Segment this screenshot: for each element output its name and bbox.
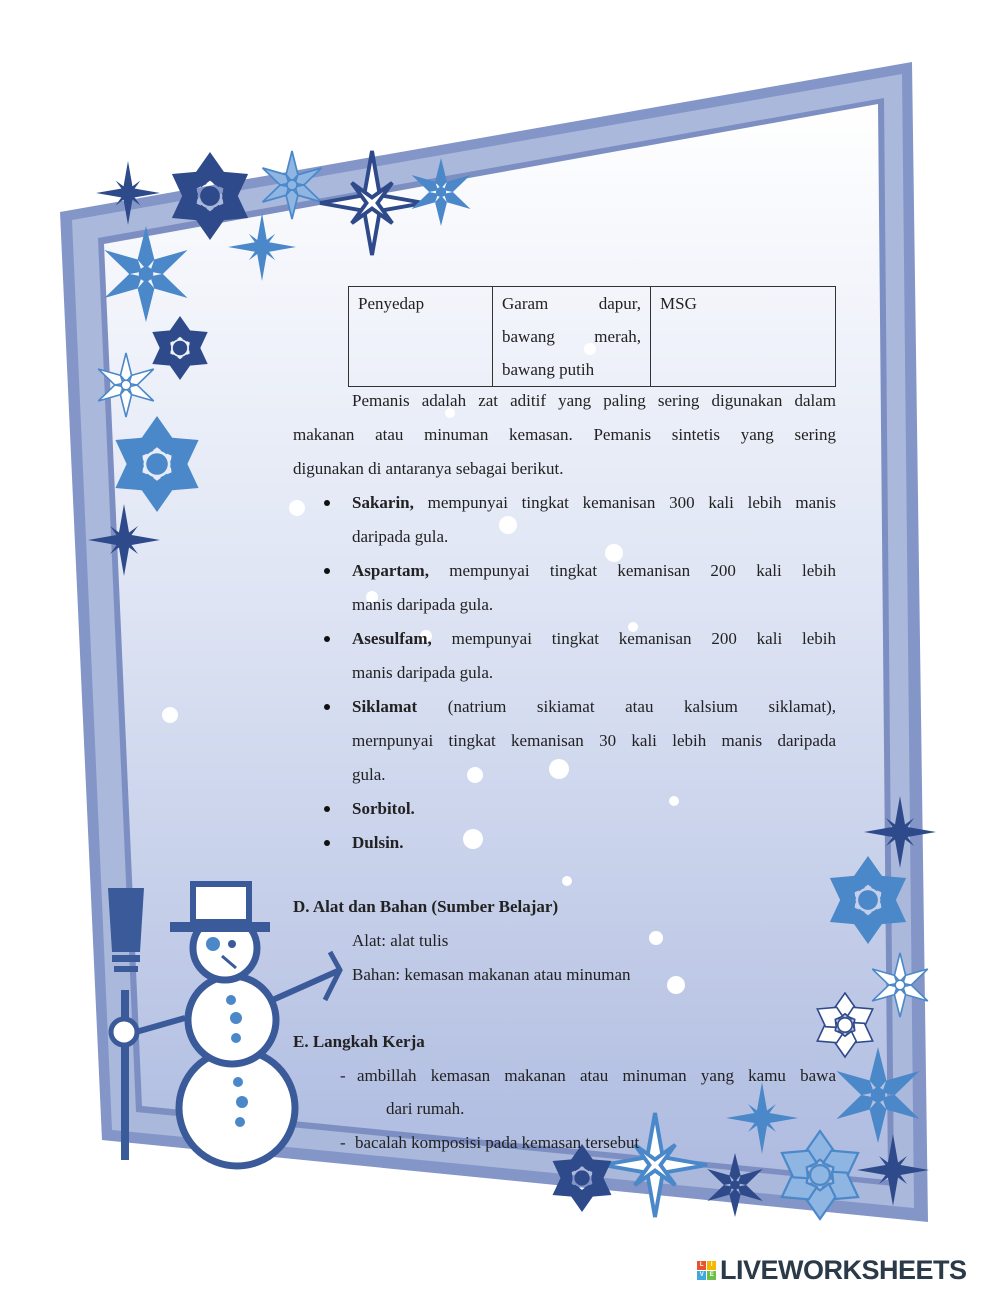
step-dash: -: [340, 1133, 346, 1152]
sweetener-name: Sorbitol.: [352, 799, 415, 818]
list-item: [293, 826, 836, 860]
sweetener-name: Asesulfam,: [352, 629, 432, 648]
list-item: [293, 792, 836, 826]
table-cell-category: Penyedap: [349, 287, 493, 387]
natural-line: bawang putih: [502, 360, 595, 379]
natural-line: Garam dapur,: [502, 294, 641, 313]
sweetener-desc: (natrium sikiamat atau kalsium siklamat),: [447, 697, 837, 716]
section-e-title: E. Langkah Kerja: [293, 1032, 425, 1051]
logo-mark-letter: I: [707, 1261, 716, 1270]
sweetener-name: Siklamat: [352, 697, 418, 716]
sweetener-desc: mempunyai tingkat kemanisan 300 kali lebih manis: [427, 493, 837, 512]
bullet-dot: [324, 840, 330, 846]
logo-mark-letter: L: [697, 1261, 706, 1270]
list-item: [293, 690, 836, 792]
alat-text: Alat: alat tulis: [352, 931, 449, 950]
sweetener-desc: manis daripada gula.: [352, 595, 494, 614]
sweetener-desc: mernpunyai tingkat kemanisan 30 kali lebih manis daripada: [352, 731, 836, 750]
intro-line: digunakan di antaranya sebagai berikut.: [293, 459, 564, 478]
step-1-line-1: ambillah kemasan makanan atau minuman yang kamu bawa: [357, 1066, 836, 1085]
liveworksheets-logo[interactable]: [697, 1252, 967, 1288]
step-dash: -: [340, 1066, 346, 1085]
logo-mark-letter: E: [707, 1271, 716, 1280]
sweetener-desc: mempunyai tingkat kemanisan 200 kali lebih: [451, 629, 836, 648]
list-item: [293, 554, 836, 622]
sweetener-name: Dulsin.: [352, 833, 404, 852]
sweetener-list: [293, 486, 836, 860]
additive-table: [348, 286, 836, 387]
bullet-dot: [324, 806, 330, 812]
logo-mark-letter: V: [697, 1271, 706, 1280]
section-d-title: D. Alat dan Bahan (Sumber Belajar): [293, 897, 559, 916]
bullet-dot: [324, 636, 330, 642]
sweetener-desc: mempunyai tingkat kemanisan 200 kali lebih: [449, 561, 836, 580]
table-cell-synthetic: MSG: [651, 287, 836, 387]
natural-line: bawang merah,: [502, 327, 641, 346]
step-2-text: bacalah komposisi pada kemasan tersebut: [355, 1133, 640, 1152]
sweetener-desc: daripada gula.: [352, 527, 449, 546]
intro-line: Pemanis adalah zat aditif yang paling sering digunakan dalam: [352, 391, 836, 410]
sweetener-desc: gula.: [352, 765, 386, 784]
sweetener-name: Aspartam,: [352, 561, 429, 580]
sweetener-name: Sakarin,: [352, 493, 414, 512]
bullet-dot: [324, 500, 330, 506]
step-1-line-2: dari rumah.: [386, 1099, 465, 1118]
intro-paragraph: [293, 384, 836, 486]
table-cell-natural: [493, 287, 651, 387]
list-item: [293, 486, 836, 554]
liveworksheets-mark-icon: [697, 1261, 716, 1280]
table-row: [349, 287, 836, 387]
bullet-dot: [324, 704, 330, 710]
sweetener-desc: manis daripada gula.: [352, 663, 494, 682]
logo-text: LIVEWORKSHEETS: [720, 1254, 967, 1285]
bahan-text: Bahan: kemasan makanan atau minuman: [352, 965, 631, 984]
intro-line: makanan atau minuman kemasan. Pemanis sintetis yang sering: [293, 425, 836, 444]
bullet-dot: [324, 568, 330, 574]
list-item: [293, 622, 836, 690]
